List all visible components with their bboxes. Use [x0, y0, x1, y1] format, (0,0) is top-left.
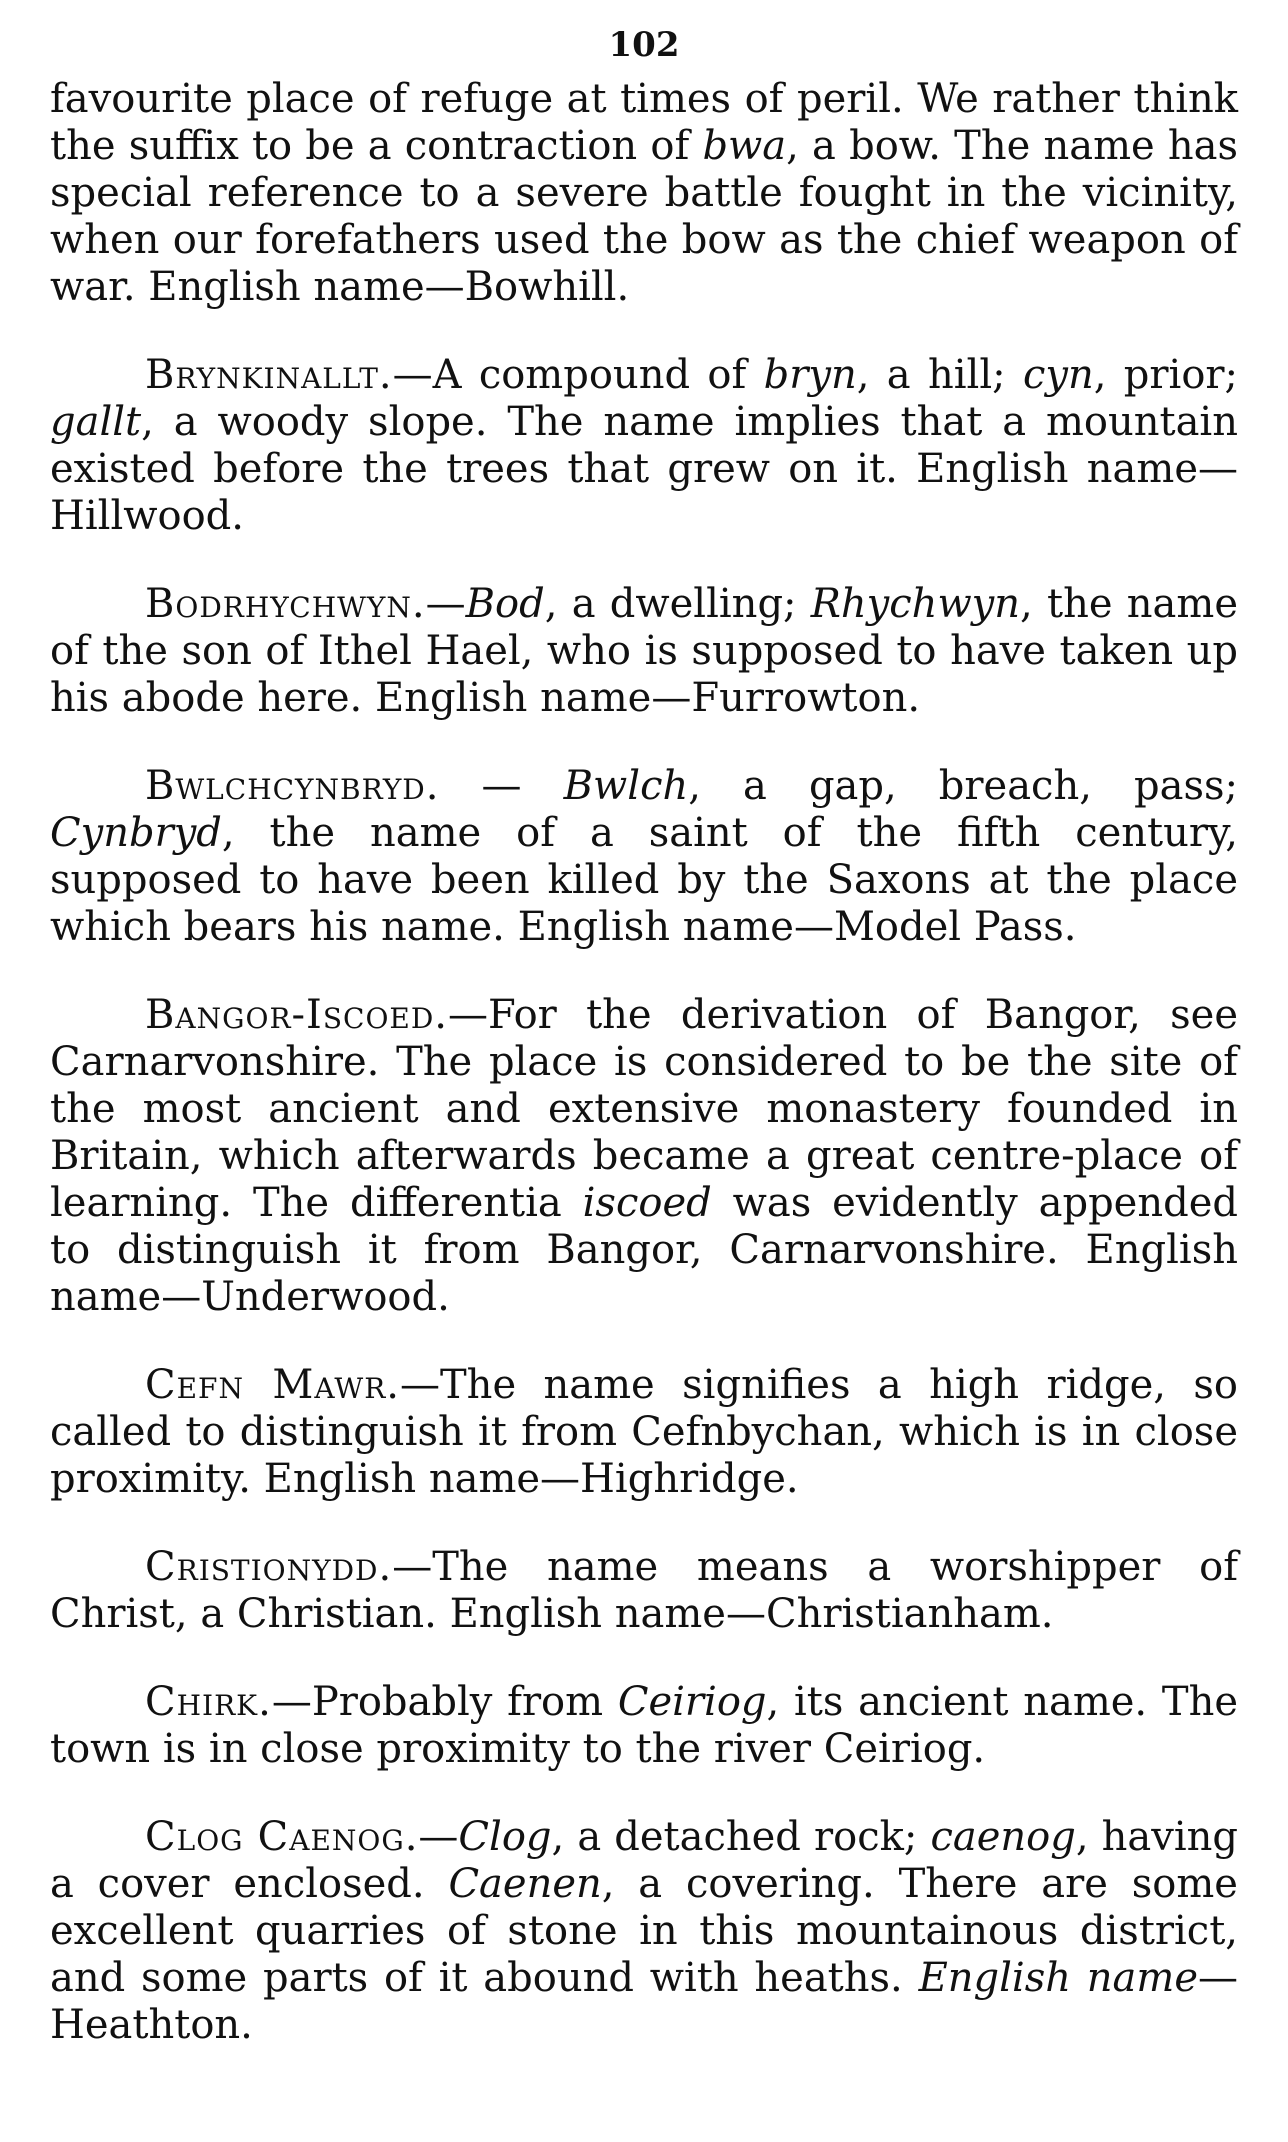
entry-text: , having a cover enclosed.: [50, 1814, 1238, 1907]
entry-headword: Chirk.: [145, 1679, 272, 1725]
entry-headword: Bangor-Iscoed.: [145, 992, 448, 1038]
entry-headword: Cristionydd.: [145, 1544, 393, 1590]
entry-term: cyn: [1022, 352, 1094, 398]
continued-text-rest: , a bow. The name has special reference to a severe battle fought in the vicinity, when our forefathers used the bow as the chief weapon of war. English name—Bowhill.: [50, 123, 1239, 310]
entry-term: English name: [918, 1955, 1199, 2001]
continued-paragraph: [50, 76, 1238, 311]
entry-headword: Brynkinallt.: [145, 352, 393, 398]
entry-term: Ceiriog: [617, 1679, 767, 1725]
entry-headword: Cefn Mawr.: [145, 1362, 400, 1408]
entry-term: Bwlch: [563, 763, 689, 809]
entry-term: Cynbryd: [50, 810, 222, 856]
entry-text: , a gap, breach, pass;: [688, 763, 1238, 809]
entry-text: , a covering. There are some excellent quarries of stone in this mountainous district, and some parts of it abound with heaths.: [50, 1861, 1238, 2001]
entry-text: , a hill;: [856, 352, 1023, 398]
entry-term: iscoed: [582, 1180, 712, 1226]
entry-text: —: [425, 581, 466, 627]
entry-text: , a woody slope. The name implies that a mountain existed before the trees that grew on it. English name—Hillwood.: [50, 399, 1238, 539]
entry-term: bryn: [763, 352, 857, 398]
entry-headword: Bodrhychwyn.: [145, 581, 426, 627]
entry-paragraph: [50, 1679, 1238, 1773]
page-number: 102: [608, 25, 680, 65]
entry-term: Rhychwyn: [810, 581, 1021, 627]
entry-term: Clog: [458, 1814, 552, 1860]
entry-text: —Probably from: [271, 1679, 618, 1725]
entry-paragraph: [50, 992, 1238, 1321]
entry-term: Bod: [465, 581, 545, 627]
entry-text: —A compound of: [392, 352, 764, 398]
entry-paragraph: [50, 1544, 1238, 1638]
entry-list: [50, 352, 1238, 2049]
entry-text: , the name of the son of Ithel Hael, who is supposed to have taken up his abode here. English name—Furrowton.: [50, 581, 1238, 721]
entry-text: , a detached rock;: [551, 1814, 931, 1860]
entry-paragraph: [50, 763, 1238, 951]
entry-text: —: [418, 1814, 459, 1860]
entry-text: was evidently appended to distinguish it from Bangor, Carnarvonshire. English name—Underwood.: [50, 1180, 1238, 1320]
entry-paragraph: [50, 1814, 1238, 2049]
entry-headword: Bwlchcynbryd.: [145, 763, 440, 809]
continued-text: favourite place of refuge at times of peril. We rather think the suffix to be a contraction of: [50, 76, 1238, 169]
entry-paragraph: [50, 1362, 1238, 1503]
entry-text: —: [439, 763, 564, 809]
entry-paragraph: [50, 581, 1238, 722]
entry-text: , the name of a saint of the fifth century, supposed to have been killed by the Saxons at the place which bears his name. English name—Model Pass.: [50, 810, 1238, 950]
entry-term: caenog: [930, 1814, 1076, 1860]
entry-text: —The name signifies a high ridge, so called to distinguish it from Cefnbychan, which is in close proximity. English name—Highridge.: [50, 1362, 1238, 1502]
entry-text: , a dwelling;: [544, 581, 811, 627]
continued-term: bwa: [702, 123, 787, 169]
book-page: [50, 0, 1238, 2090]
entry-text: —Heathton.: [50, 1955, 1239, 2048]
entry-text: —The name means a worshipper of Christ, a Christian. English name—Christianham.: [50, 1544, 1238, 1637]
entry-paragraph: [50, 352, 1238, 540]
entry-headword: Clog Caenog.: [145, 1814, 419, 1860]
entry-text: —For the derivation of Bangor, see Carnarvonshire. The place is considered to be the site of the most ancient and extensive monastery founded in Britain, which afterwards became a great centre-place of learning. The differentia: [50, 992, 1238, 1226]
entry-term: Caenen: [448, 1861, 602, 1907]
entry-text: , prior;: [1093, 352, 1238, 398]
entry-term: gallt: [50, 399, 142, 445]
entry-text: , its ancient name. The town is in close proximity to the river Ceiriog.: [50, 1679, 1239, 1772]
